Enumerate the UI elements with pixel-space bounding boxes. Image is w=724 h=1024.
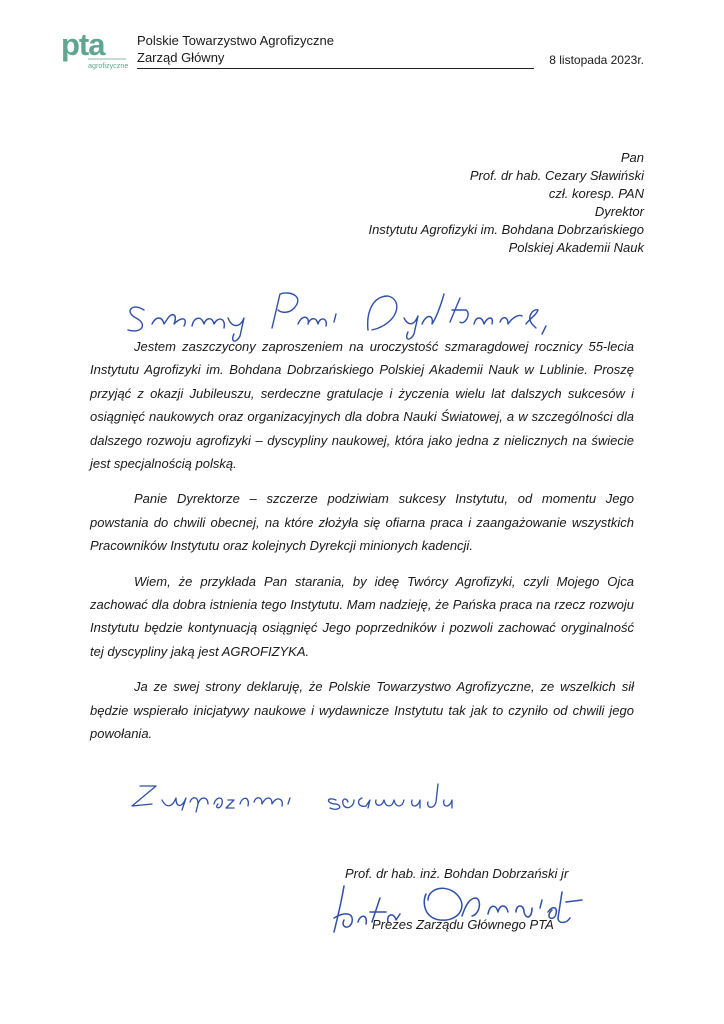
body-paragraph: Ja ze swej strony deklaruję, że Polskie Towarzystwo Agrofizyczne, ze wszelkich sił będzie wspierało inicjatywy naukowe i wydawnicze Instytutu tak jak to czyniło od chwili jego powołania.: [90, 679, 634, 742]
signatory-title: Prof. dr hab. inż. Bohdan Dobrzański jr: [345, 866, 569, 881]
body-paragraph: Panie Dyrektorze – szczerze podziwiam sukcesy Instytutu, od momentu Jego powstania do chwili obecnej, na które złożyła się ofiarna praca i zaangażowanie wszystkich Pracowników Instytutu oraz kolejnych Dyrekcji minionych kadencji.: [90, 491, 634, 554]
handwritten-closing: [126, 778, 506, 814]
organization-name: [137, 32, 334, 66]
recipient-line: Pan: [620, 150, 644, 165]
recipient-line: Polskiej Akademii Nauk: [508, 240, 644, 255]
recipient-line: czł. koresp. PAN: [548, 186, 644, 201]
recipient-line: Prof. dr hab. Cezary Sławiński: [469, 168, 644, 183]
org-line-1: Polskie Towarzystwo Agrofizyczne: [137, 33, 335, 48]
letter-date: 8 listopada 2023r.: [549, 53, 644, 67]
body-paragraph: Wiem, że przykłada Pan starania, by ideę Twórcy Agrofizyki, czyli Mojego Ojca zachować dla dobra istnienia tego Instytutu. Mam nadzieję, że Pańska praca na rzecz rozwoju Instytutu będzie kontynuacją osiągnięć Jego poprzedników i pozwoli zachować oryginalność tej dyscypliny jaką jest AGROFIZYKA.: [90, 573, 634, 659]
svg-text:agrofizyczne: agrofizyczne: [88, 61, 128, 70]
recipient-line: Dyrektor: [594, 204, 644, 219]
signatory-role: Prezes Zarządu Głównego PTA: [372, 917, 554, 932]
org-line-2: Zarząd Główny: [137, 50, 225, 65]
letter-body: [90, 335, 634, 758]
svg-text:pta: pta: [61, 28, 105, 62]
pta-logo: [60, 28, 128, 72]
body-paragraph: Jestem zaszczycony zaproszeniem na uroczystość szmaragdowej rocznicy 55-lecia Instytutu Agrofizyki im. Bohdana Dobrzańskiego Polskiej Akademii Nauk w Lublinie. Proszę przyjąć z okazji Jubileuszu, serdeczne gratulacje i życzenia wielu lat dalszych sukcesów i osiągnięć naukowych oraz organizacyjnych dla dobra Nauki Światowej, a w szczególności dla dalszego rozwoju agrofizyki – dyscypliny naukowej, która jako jedna z nielicznych na świecie jest specjalnością polską.: [90, 339, 634, 472]
recipient-block: [368, 149, 644, 257]
recipient-line: Instytutu Agrofizyki im. Bohdana Dobrzańskiego: [368, 222, 644, 237]
letterhead-rule: [137, 68, 534, 69]
